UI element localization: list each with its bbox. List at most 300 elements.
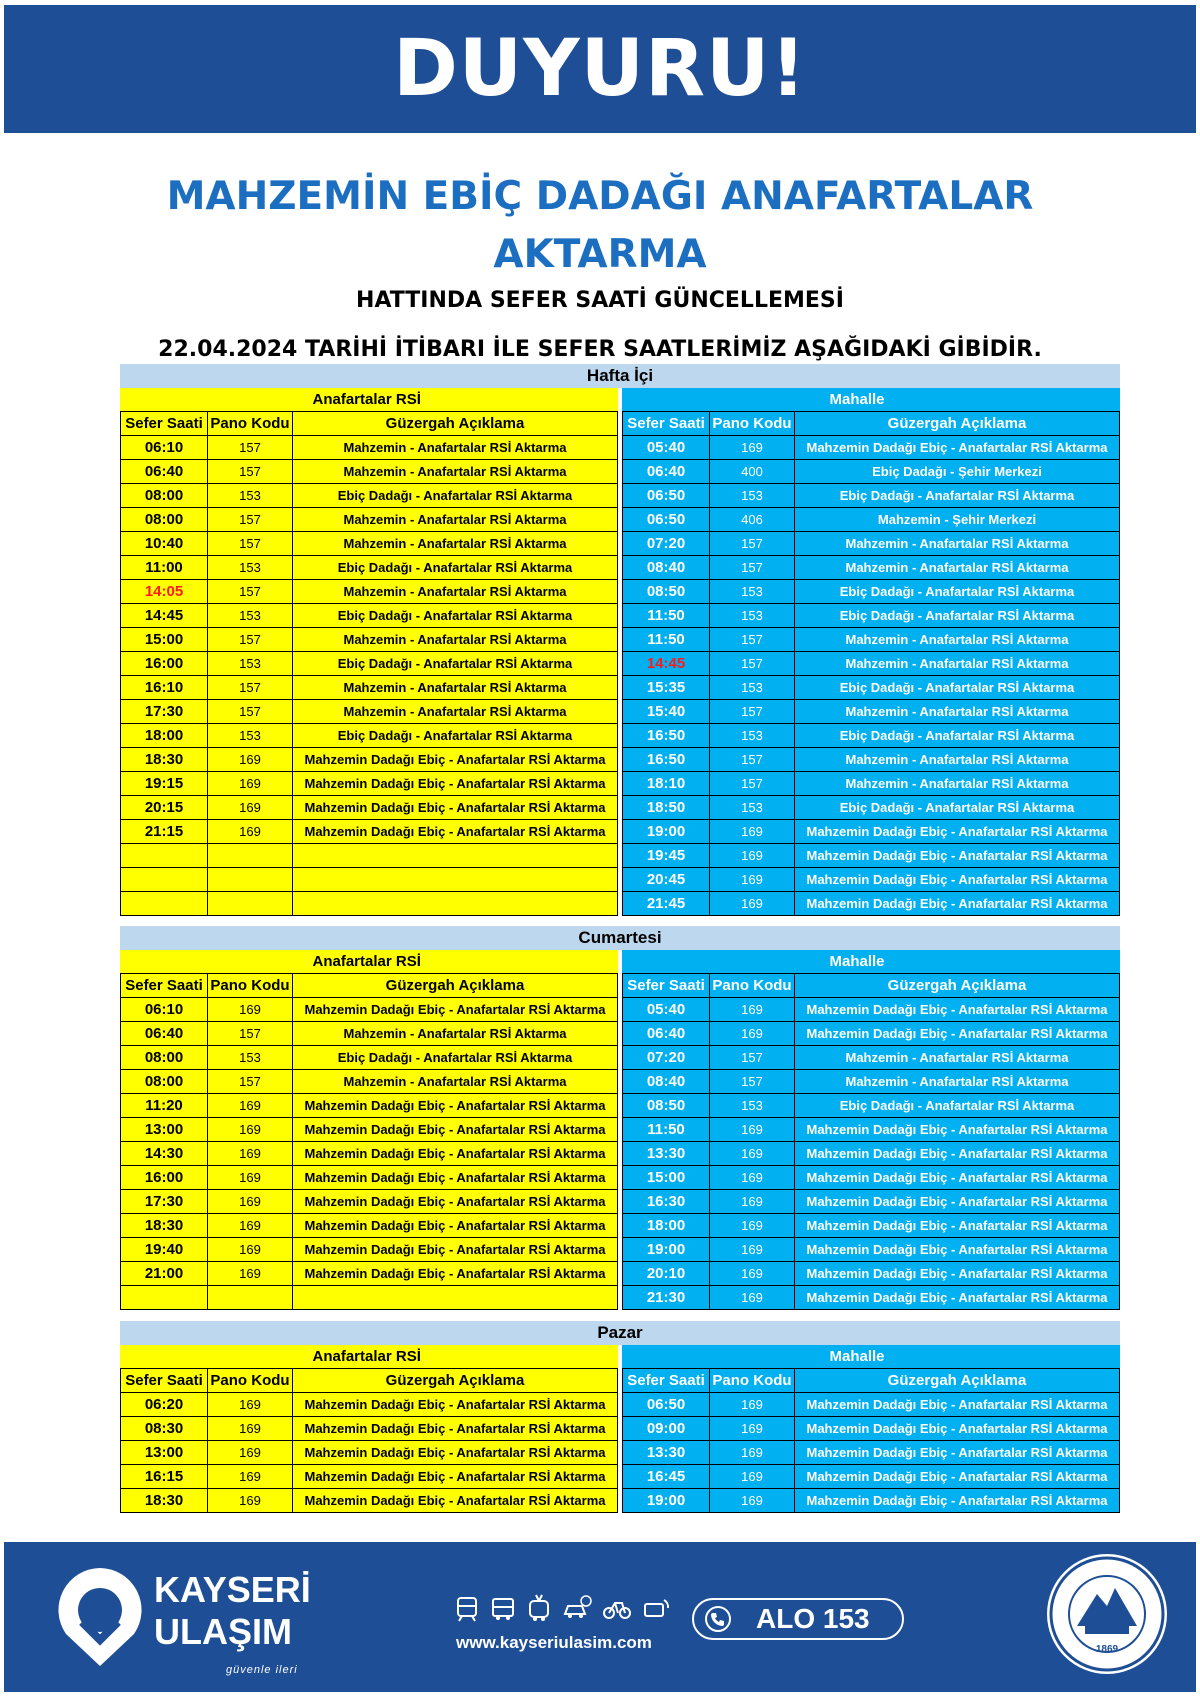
route-description: Mahzemin Dadağı Ebiç - Anafartalar RSİ Aktarma [293, 748, 618, 772]
column-header: Sefer Saati [121, 1369, 208, 1393]
table-row [623, 556, 1120, 580]
route-description: Ebiç Dadağı - Anafartalar RSİ Aktarma [795, 724, 1120, 748]
website-link[interactable]: www.kayseriulasim.com [456, 1633, 652, 1652]
route-code: 153 [710, 796, 795, 820]
table-row [121, 628, 618, 652]
table-row [121, 604, 618, 628]
departure-time: 08:00 [121, 1046, 208, 1070]
departure-time: 15:00 [121, 628, 208, 652]
route-code: 169 [208, 772, 293, 796]
departure-time: 08:00 [121, 1070, 208, 1094]
table-row [121, 820, 618, 844]
route-code: 169 [710, 1393, 795, 1417]
route-code [208, 844, 293, 868]
route-description: Mahzemin Dadağı Ebiç - Anafartalar RSİ Aktarma [293, 1489, 618, 1513]
column-header: Pano Kodu [208, 1369, 293, 1393]
table-row [623, 1286, 1120, 1310]
route-code: 169 [208, 1441, 293, 1465]
table-row [623, 580, 1120, 604]
table-row [121, 580, 618, 604]
table-row [623, 1465, 1120, 1489]
table-row [121, 1441, 618, 1465]
table-row [623, 998, 1120, 1022]
table-row [121, 460, 618, 484]
table-row [121, 1417, 618, 1441]
route-description: Mahzemin Dadağı Ebiç - Anafartalar RSİ Aktarma [795, 1489, 1120, 1513]
route-description: Mahzemin - Anafartalar RSİ Aktarma [795, 652, 1120, 676]
departure-time: 13:30 [623, 1142, 710, 1166]
route-code [208, 892, 293, 916]
table-row [121, 844, 618, 868]
departure-time: 05:40 [623, 998, 710, 1022]
departure-time: 13:00 [121, 1118, 208, 1142]
table-row [623, 1142, 1120, 1166]
route-code: 157 [208, 676, 293, 700]
table-row [121, 1489, 618, 1513]
departure-time: 19:00 [623, 820, 710, 844]
departure-time: 14:45 [623, 652, 710, 676]
table-row [121, 998, 618, 1022]
route-description: Mahzemin - Anafartalar RSİ Aktarma [795, 1046, 1120, 1070]
table-row [623, 508, 1120, 532]
table-row [623, 676, 1120, 700]
direction-header-spacer [623, 1345, 795, 1369]
transport-icons [454, 1594, 672, 1622]
route-description: Mahzemin Dadağı Ebiç - Anafartalar RSİ Aktarma [795, 1238, 1120, 1262]
departure-time: 16:50 [623, 748, 710, 772]
route-description: Mahzemin Dadağı Ebiç - Anafartalar RSİ Aktarma [293, 1417, 618, 1441]
route-code: 400 [710, 460, 795, 484]
table-row [121, 1190, 618, 1214]
table-row [623, 1118, 1120, 1142]
card-tap-icon [642, 1594, 672, 1622]
logo-line1: KAYSERİ [154, 1569, 311, 1610]
route-title-line1: MAHZEMİN EBİÇ DADAĞI ANAFARTALAR [166, 174, 1034, 219]
route-description: Mahzemin Dadağı Ebiç - Anafartalar RSİ Aktarma [293, 998, 618, 1022]
table-row [623, 532, 1120, 556]
route-code: 169 [208, 1214, 293, 1238]
route-description: Ebiç Dadağı - Anafartalar RSİ Aktarma [795, 484, 1120, 508]
table-row [623, 1094, 1120, 1118]
direction-header-spacer [121, 1345, 293, 1369]
route-code: 169 [710, 1214, 795, 1238]
departure-time: 06:50 [623, 508, 710, 532]
route-code [208, 1286, 293, 1310]
column-header: Pano Kodu [208, 974, 293, 998]
table-row [623, 652, 1120, 676]
table-row [623, 772, 1120, 796]
route-description: Mahzemin - Anafartalar RSİ Aktarma [795, 748, 1120, 772]
route-description: Mahzemin Dadağı Ebiç - Anafartalar RSİ Aktarma [293, 820, 618, 844]
departure-time: 19:45 [623, 844, 710, 868]
route-description: Mahzemin Dadağı Ebiç - Anafartalar RSİ Aktarma [293, 1166, 618, 1190]
table-row [623, 820, 1120, 844]
departure-time: 06:20 [121, 1393, 208, 1417]
route-code: 157 [710, 556, 795, 580]
route-code: 157 [208, 532, 293, 556]
route-code: 169 [710, 436, 795, 460]
route-code: 169 [208, 748, 293, 772]
departure-time: 18:30 [121, 748, 208, 772]
route-description: Mahzemin Dadağı Ebiç - Anafartalar RSİ Aktarma [795, 820, 1120, 844]
route-description: Mahzemin Dadağı Ebiç - Anafartalar RSİ Aktarma [795, 1393, 1120, 1417]
route-description: Mahzemin Dadağı Ebiç - Anafartalar RSİ Aktarma [795, 998, 1120, 1022]
departure-time: 17:30 [121, 1190, 208, 1214]
route-code: 169 [710, 820, 795, 844]
route-title [0, 168, 1200, 284]
schedule-section [120, 926, 1120, 1310]
route-description: Mahzemin Dadağı Ebiç - Anafartalar RSİ Aktarma [293, 1465, 618, 1489]
departure-time: 06:50 [623, 484, 710, 508]
route-title-line2: AKTARMA [493, 232, 707, 277]
route-description: Mahzemin Dadağı Ebiç - Anafartalar RSİ Aktarma [795, 1214, 1120, 1238]
route-description: Mahzemin - Anafartalar RSİ Aktarma [293, 508, 618, 532]
table-row [623, 1070, 1120, 1094]
route-description: Mahzemin Dadağı Ebiç - Anafartalar RSİ Aktarma [795, 1022, 1120, 1046]
direction-header-spacer [121, 388, 293, 412]
departure-time: 06:40 [121, 460, 208, 484]
table-row [121, 796, 618, 820]
route-description: Mahzemin Dadağı Ebiç - Anafartalar RSİ Aktarma [795, 1190, 1120, 1214]
column-header: Güzergah Açıklama [293, 412, 618, 436]
route-description: Mahzemin - Anafartalar RSİ Aktarma [795, 772, 1120, 796]
announcement-banner [4, 5, 1196, 133]
route-code: 169 [710, 844, 795, 868]
direction-header-row [623, 388, 1120, 412]
table-row [623, 1046, 1120, 1070]
column-header: Pano Kodu [710, 1369, 795, 1393]
table-row [623, 1238, 1120, 1262]
departure-time: 06:40 [623, 1022, 710, 1046]
table-row [623, 1214, 1120, 1238]
route-code: 153 [710, 484, 795, 508]
schedule-section [120, 1321, 1120, 1513]
table-row [121, 436, 618, 460]
departure-time: 14:45 [121, 604, 208, 628]
table-row [623, 868, 1120, 892]
route-code: 157 [208, 700, 293, 724]
route-description: Mahzemin Dadağı Ebiç - Anafartalar RSİ Aktarma [293, 772, 618, 796]
route-code: 157 [710, 700, 795, 724]
route-description: Mahzemin Dadağı Ebiç - Anafartalar RSİ Aktarma [795, 1286, 1120, 1310]
table-row [121, 1094, 618, 1118]
route-code: 169 [208, 820, 293, 844]
route-description: Mahzemin Dadağı Ebiç - Anafartalar RSİ Aktarma [795, 844, 1120, 868]
table-row [623, 1489, 1120, 1513]
table-row [623, 796, 1120, 820]
phone-icon [704, 1605, 732, 1633]
route-code: 169 [208, 1142, 293, 1166]
route-description: Ebiç Dadağı - Anafartalar RSİ Aktarma [795, 796, 1120, 820]
table-row [121, 676, 618, 700]
table-row [623, 628, 1120, 652]
column-header: Pano Kodu [710, 412, 795, 436]
route-code: 157 [208, 460, 293, 484]
departure-time: 11:50 [623, 604, 710, 628]
route-code: 169 [710, 1417, 795, 1441]
column-header: Pano Kodu [208, 412, 293, 436]
direction-header-row [121, 1345, 618, 1369]
route-description: Mahzemin Dadağı Ebiç - Anafartalar RSİ Aktarma [795, 1262, 1120, 1286]
departure-time: 18:50 [623, 796, 710, 820]
direction-label: Anafartalar RSİ [293, 1345, 618, 1369]
direction-header-row [623, 1345, 1120, 1369]
departure-time [121, 868, 208, 892]
route-description [293, 844, 618, 868]
departure-time: 08:00 [121, 508, 208, 532]
table-row [623, 1022, 1120, 1046]
section-title: Cumartesi [120, 926, 1120, 950]
table-row [623, 1417, 1120, 1441]
departure-time: 19:00 [623, 1238, 710, 1262]
mahalle-direction-table [622, 388, 1120, 916]
table-row [623, 1393, 1120, 1417]
route-code: 157 [710, 1070, 795, 1094]
route-description [293, 1286, 618, 1310]
route-code: 169 [710, 868, 795, 892]
route-description: Mahzemin - Anafartalar RSİ Aktarma [293, 700, 618, 724]
route-code: 157 [208, 580, 293, 604]
table-row [623, 436, 1120, 460]
route-description: Mahzemin - Anafartalar RSİ Aktarma [293, 1022, 618, 1046]
route-description: Ebiç Dadağı - Anafartalar RSİ Aktarma [293, 652, 618, 676]
direction-header-spacer [623, 388, 795, 412]
column-header: Sefer Saati [623, 1369, 710, 1393]
route-code: 169 [710, 1465, 795, 1489]
route-code: 157 [208, 1022, 293, 1046]
departure-time: 21:00 [121, 1262, 208, 1286]
route-description: Mahzemin - Anafartalar RSİ Aktarma [795, 1070, 1120, 1094]
table-row [121, 1465, 618, 1489]
route-code: 153 [208, 652, 293, 676]
column-header: Pano Kodu [710, 974, 795, 998]
departure-time: 15:40 [623, 700, 710, 724]
route-code: 169 [208, 998, 293, 1022]
route-code: 153 [710, 1094, 795, 1118]
table-row [121, 652, 618, 676]
direction-header-spacer [623, 950, 795, 974]
column-header: Güzergah Açıklama [293, 1369, 618, 1393]
departure-time [121, 1286, 208, 1310]
table-row [121, 1214, 618, 1238]
route-code: 153 [208, 724, 293, 748]
mahalle-direction-table [622, 950, 1120, 1310]
subtitle: HATTINDA SEFER SAATİ GÜNCELLEMESİ [356, 288, 844, 313]
route-code: 169 [208, 1489, 293, 1513]
table-row [121, 556, 618, 580]
route-description: Mahzemin - Anafartalar RSİ Aktarma [795, 628, 1120, 652]
direction-label: Anafartalar RSİ [293, 388, 618, 412]
route-description: Mahzemin Dadağı Ebiç - Anafartalar RSİ Aktarma [795, 1465, 1120, 1489]
table-row [121, 532, 618, 556]
table-row [121, 1286, 618, 1310]
table-row [623, 460, 1120, 484]
route-code: 169 [208, 1238, 293, 1262]
departure-time: 20:45 [623, 868, 710, 892]
footer [4, 1542, 1196, 1692]
parking-car-icon [562, 1594, 592, 1622]
departure-time: 08:50 [623, 1094, 710, 1118]
table-row [121, 1262, 618, 1286]
logo-line2: ULAŞIM [154, 1611, 292, 1652]
route-code: 169 [710, 1118, 795, 1142]
logo-tagline: güvenle ileri [226, 1664, 298, 1676]
route-code: 169 [208, 1118, 293, 1142]
route-code: 153 [710, 580, 795, 604]
direction-header-row [121, 388, 618, 412]
route-description [293, 868, 618, 892]
route-code: 169 [208, 796, 293, 820]
table-row [121, 508, 618, 532]
route-code: 169 [208, 1417, 293, 1441]
route-code [208, 868, 293, 892]
route-description: Mahzemin - Anafartalar RSİ Aktarma [293, 436, 618, 460]
departure-time [121, 892, 208, 916]
route-description [293, 892, 618, 916]
route-code: 169 [208, 1190, 293, 1214]
route-description: Mahzemin Dadağı Ebiç - Anafartalar RSİ Aktarma [795, 1166, 1120, 1190]
column-header-row [121, 1369, 618, 1393]
column-header-row [121, 974, 618, 998]
route-code: 153 [208, 604, 293, 628]
route-code: 169 [208, 1465, 293, 1489]
route-description: Ebiç Dadağı - Anafartalar RSİ Aktarma [293, 556, 618, 580]
column-header: Güzergah Açıklama [795, 974, 1120, 998]
departure-time: 08:40 [623, 1070, 710, 1094]
departure-time: 19:40 [121, 1238, 208, 1262]
departure-time: 18:00 [121, 724, 208, 748]
direction-header-spacer [121, 950, 293, 974]
departure-time: 16:50 [623, 724, 710, 748]
route-description: Mahzemin Dadağı Ebiç - Anafartalar RSİ Aktarma [795, 892, 1120, 916]
table-row [623, 604, 1120, 628]
route-code: 157 [710, 772, 795, 796]
route-code: 153 [710, 724, 795, 748]
anafartalar-direction-table [120, 1345, 618, 1513]
departure-time: 13:00 [121, 1441, 208, 1465]
route-code: 169 [710, 1238, 795, 1262]
table-row [121, 772, 618, 796]
route-code: 153 [710, 604, 795, 628]
departure-time: 08:50 [623, 580, 710, 604]
table-row [121, 1046, 618, 1070]
departure-time: 20:15 [121, 796, 208, 820]
route-description: Mahzemin Dadağı Ebiç - Anafartalar RSİ Aktarma [293, 1393, 618, 1417]
hotline-badge[interactable] [692, 1598, 904, 1640]
section-title: Hafta İçi [120, 364, 1120, 388]
column-header: Sefer Saati [623, 974, 710, 998]
bus-icon [490, 1594, 516, 1622]
departure-time: 06:40 [623, 460, 710, 484]
route-description: Mahzemin Dadağı Ebiç - Anafartalar RSİ Aktarma [293, 1441, 618, 1465]
route-code: 157 [710, 628, 795, 652]
route-code: 169 [710, 1441, 795, 1465]
table-row [121, 748, 618, 772]
departure-time: 06:40 [121, 1022, 208, 1046]
departure-time: 06:10 [121, 436, 208, 460]
column-header: Güzergah Açıklama [795, 1369, 1120, 1393]
route-code: 169 [208, 1166, 293, 1190]
route-description: Ebiç Dadağı - Anafartalar RSİ Aktarma [795, 604, 1120, 628]
route-code: 157 [208, 508, 293, 532]
route-code: 169 [710, 1142, 795, 1166]
route-description: Mahzemin Dadağı Ebiç - Anafartalar RSİ Aktarma [293, 1118, 618, 1142]
route-code: 153 [710, 676, 795, 700]
route-description: Mahzemin Dadağı Ebiç - Anafartalar RSİ Aktarma [795, 1118, 1120, 1142]
route-description: Mahzemin Dadağı Ebiç - Anafartalar RSİ Aktarma [795, 1142, 1120, 1166]
anafartalar-direction-table [120, 388, 618, 916]
route-description: Mahzemin - Anafartalar RSİ Aktarma [795, 700, 1120, 724]
departure-time: 11:00 [121, 556, 208, 580]
departure-time: 05:40 [623, 436, 710, 460]
table-row [121, 1142, 618, 1166]
route-code: 169 [710, 892, 795, 916]
departure-time: 16:30 [623, 1190, 710, 1214]
departure-time: 18:30 [121, 1214, 208, 1238]
departure-time: 08:00 [121, 484, 208, 508]
column-header-row [623, 412, 1120, 436]
route-code: 157 [208, 628, 293, 652]
table-row [623, 844, 1120, 868]
column-header: Sefer Saati [121, 412, 208, 436]
route-code: 157 [710, 532, 795, 556]
column-header-row [623, 974, 1120, 998]
tram-icon [454, 1594, 480, 1622]
route-description: Mahzemin - Anafartalar RSİ Aktarma [293, 676, 618, 700]
table-row [121, 892, 618, 916]
departure-time: 18:10 [623, 772, 710, 796]
departure-time: 17:30 [121, 700, 208, 724]
departure-time: 19:15 [121, 772, 208, 796]
table-row [623, 484, 1120, 508]
route-code: 169 [208, 1393, 293, 1417]
direction-header-row [623, 950, 1120, 974]
section-title: Pazar [120, 1321, 1120, 1345]
departure-time: 15:35 [623, 676, 710, 700]
table-row [623, 748, 1120, 772]
trolleybus-icon [526, 1594, 552, 1622]
departure-time: 07:20 [623, 532, 710, 556]
table-row [623, 1262, 1120, 1286]
departure-time [121, 844, 208, 868]
mahalle-direction-table [622, 1345, 1120, 1513]
table-row [121, 868, 618, 892]
departure-time: 13:30 [623, 1441, 710, 1465]
departure-time: 08:30 [121, 1417, 208, 1441]
route-description: Ebiç Dadağı - Anafartalar RSİ Aktarma [293, 724, 618, 748]
route-code: 169 [710, 1166, 795, 1190]
departure-time: 18:30 [121, 1489, 208, 1513]
route-code: 153 [208, 1046, 293, 1070]
route-code: 169 [710, 1286, 795, 1310]
route-description: Ebiç Dadağı - Anafartalar RSİ Aktarma [293, 1046, 618, 1070]
route-code: 169 [710, 1489, 795, 1513]
column-header: Sefer Saati [121, 974, 208, 998]
route-description: Mahzemin Dadağı Ebiç - Anafartalar RSİ Aktarma [795, 436, 1120, 460]
route-code: 157 [208, 1070, 293, 1094]
table-row [623, 700, 1120, 724]
route-description: Mahzemin Dadağı Ebiç - Anafartalar RSİ Aktarma [293, 1094, 618, 1118]
route-code: 153 [208, 484, 293, 508]
table-row [121, 1118, 618, 1142]
table-row [623, 1441, 1120, 1465]
table-row [623, 892, 1120, 916]
route-description: Mahzemin Dadağı Ebiç - Anafartalar RSİ Aktarma [795, 1417, 1120, 1441]
direction-label: Mahalle [795, 950, 1120, 974]
column-header: Sefer Saati [623, 412, 710, 436]
direction-label: Mahalle [795, 1345, 1120, 1369]
route-description: Mahzemin Dadağı Ebiç - Anafartalar RSİ Aktarma [293, 1262, 618, 1286]
